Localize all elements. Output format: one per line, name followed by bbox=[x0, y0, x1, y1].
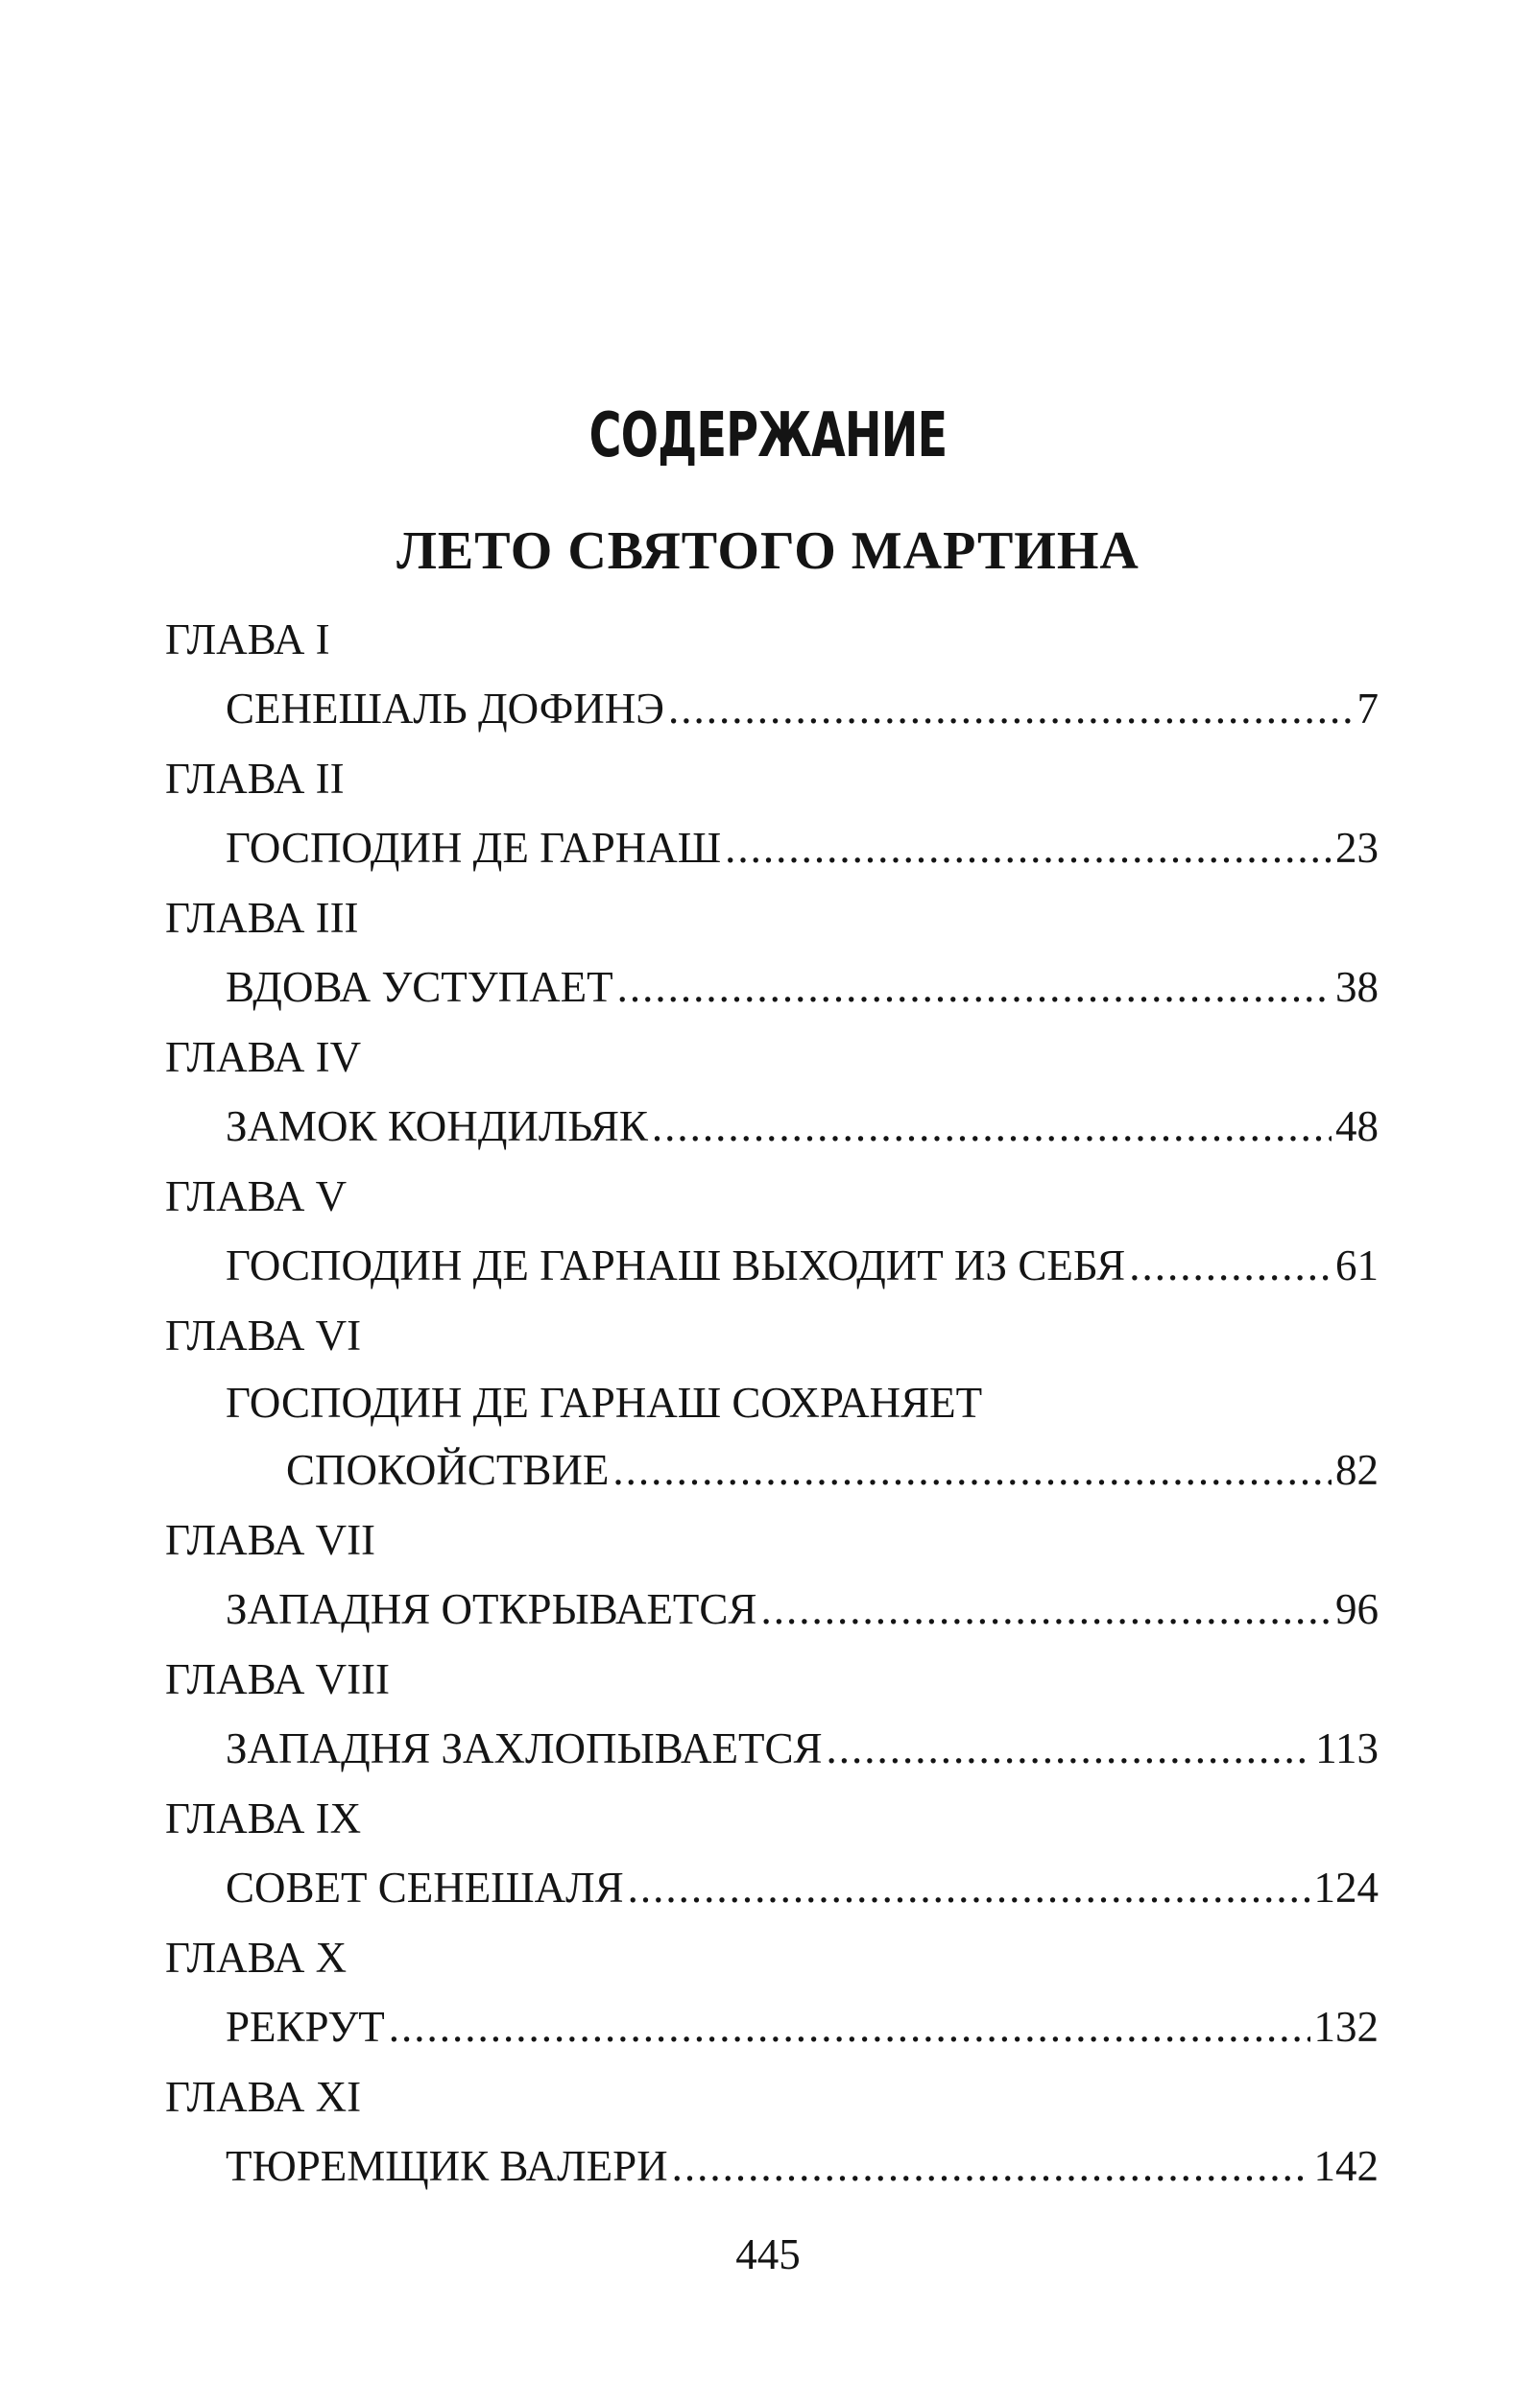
chapter-label: ГЛАВА VI bbox=[165, 1312, 362, 1360]
toc-entry bbox=[226, 813, 1379, 883]
chapter-title: ГОСПОДИН ДЕ ГАРНАШ ВЫХОДИТ ИЗ СЕБЯ bbox=[226, 1241, 1126, 1289]
toc-entry bbox=[226, 1714, 1379, 1784]
chapter-label: ГЛАВА VIII bbox=[165, 1655, 391, 1703]
chapter-title-line2: СПОКОЙСТВИЕ bbox=[286, 1446, 610, 1494]
chapter-label: ГЛАВА XI bbox=[165, 2073, 362, 2121]
chapter-page-number: 132 bbox=[1313, 2003, 1379, 2051]
dot-leader bbox=[628, 1853, 1310, 1923]
dot-leader bbox=[826, 1714, 1311, 1784]
toc-chapter bbox=[165, 883, 1379, 1023]
chapter-page-number: 61 bbox=[1335, 1241, 1379, 1289]
toc-chapter bbox=[165, 744, 1379, 883]
dot-leader bbox=[668, 674, 1354, 744]
chapter-label: ГЛАВА III bbox=[165, 894, 359, 942]
chapter-page-number: 124 bbox=[1313, 1864, 1379, 1912]
chapter-title-line1: ГОСПОДИН ДЕ ГАРНАШ СОХРАНЯЕТ bbox=[226, 1379, 983, 1427]
chapter-label: ГЛАВА VII bbox=[165, 1516, 376, 1564]
dot-leader bbox=[672, 2131, 1310, 2202]
dot-leader bbox=[760, 1575, 1332, 1645]
chapter-title: ЗАПАДНЯ ОТКРЫВАЕТСЯ bbox=[226, 1585, 757, 1633]
page-number: 445 bbox=[735, 2230, 801, 2278]
chapter-page-number: 48 bbox=[1335, 1102, 1379, 1150]
chapter-title: РЕКРУТ bbox=[226, 2003, 385, 2051]
toc-chapter bbox=[165, 1301, 1379, 1505]
contents-heading: СОДЕРЖАНИЕ bbox=[588, 400, 948, 471]
chapter-title: ВДОВА УСТУПАЕТ bbox=[226, 963, 613, 1011]
toc-chapter bbox=[165, 1023, 1379, 1162]
chapter-label: ГЛАВА I bbox=[165, 615, 330, 663]
dot-leader bbox=[389, 1992, 1310, 2062]
toc-chapter bbox=[165, 1784, 1379, 1923]
chapter-label: ГЛАВА IV bbox=[165, 1033, 362, 1081]
toc-entry bbox=[226, 1992, 1379, 2062]
chapter-page-number: 7 bbox=[1356, 685, 1379, 733]
chapter-page-number: 82 bbox=[1335, 1446, 1379, 1494]
toc-entry bbox=[226, 674, 1379, 744]
toc-chapter bbox=[165, 2062, 1379, 2202]
chapter-label: ГЛАВА X bbox=[165, 1934, 348, 1982]
chapter-label: ГЛАВА II bbox=[165, 755, 345, 803]
chapter-page-number: 38 bbox=[1335, 963, 1379, 1011]
dot-leader bbox=[1129, 1231, 1332, 1301]
toc-chapter bbox=[165, 1645, 1379, 1784]
toc-entry bbox=[226, 2131, 1379, 2202]
toc-chapter bbox=[165, 605, 1379, 744]
toc-entry bbox=[226, 1231, 1379, 1301]
toc-entry-wrapped bbox=[226, 1370, 1379, 1505]
toc-entry bbox=[226, 1575, 1379, 1645]
toc-chapter bbox=[165, 1923, 1379, 2062]
toc-entry bbox=[226, 1092, 1379, 1162]
chapter-label: ГЛАВА V bbox=[165, 1172, 348, 1220]
toc-chapter bbox=[165, 1505, 1379, 1645]
toc-entry bbox=[226, 1853, 1379, 1923]
table-of-contents bbox=[165, 605, 1379, 2202]
dot-leader bbox=[725, 813, 1332, 883]
dot-leader bbox=[612, 1435, 1332, 1505]
chapter-title: ТЮРЕМЩИК ВАЛЕРИ bbox=[226, 2142, 668, 2190]
chapter-page-number: 113 bbox=[1315, 1724, 1379, 1772]
dot-leader bbox=[617, 952, 1332, 1023]
toc-chapter bbox=[165, 1162, 1379, 1301]
chapter-title: ГОСПОДИН ДЕ ГАРНАШ bbox=[226, 824, 722, 872]
chapter-page-number: 96 bbox=[1335, 1585, 1379, 1633]
chapter-title: СОВЕТ СЕНЕШАЛЯ bbox=[226, 1864, 624, 1912]
chapter-page-number: 23 bbox=[1335, 824, 1379, 872]
toc-entry bbox=[226, 952, 1379, 1023]
toc-entry bbox=[286, 1435, 1379, 1505]
dot-leader bbox=[652, 1092, 1332, 1162]
chapter-title: ЗАМОК КОНДИЛЬЯК bbox=[226, 1102, 648, 1150]
chapter-title: СЕНЕШАЛЬ ДОФИНЭ bbox=[226, 685, 664, 733]
chapter-page-number: 142 bbox=[1313, 2142, 1379, 2190]
chapter-label: ГЛАВА IX bbox=[165, 1794, 362, 1842]
part-title: ЛЕТО СВЯТОГО МАРТИНА bbox=[396, 521, 1140, 581]
chapter-title: ЗАПАДНЯ ЗАХЛОПЫВАЕТСЯ bbox=[226, 1724, 823, 1772]
